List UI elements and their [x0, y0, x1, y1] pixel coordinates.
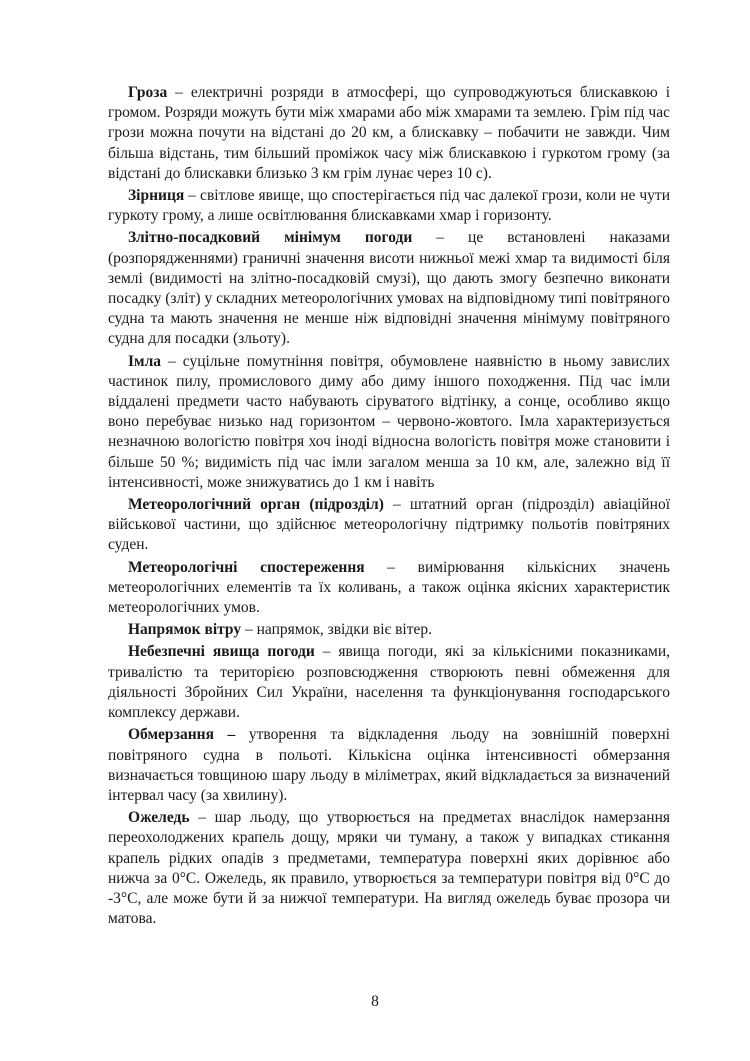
glossary-definition: – явища погоди, які за кількісними показниками, тривалістю та територією розповсюдження створюють певні обмеження для діяльності Збройних Сил України, населення та функціонування господарського комплексу держави.	[108, 643, 670, 722]
glossary-term: Зірниця	[128, 187, 185, 205]
glossary-term: Гроза	[128, 84, 168, 101]
glossary-definition: – суцільне помутніння повітря, обумовлене наявністю в ньому завислих частинок пилу, промислового диму або диму іншого походження. Під час імли віддалені предмети часто набувають сіруватого відтінку, а сонце, особливо якщо воно перебуває низько над горизонтом – червоно-жовтого. Імла характеризується незначною вологістю повітря хоч іноді відносна вологість повітря може становити і більше 50 %; видимість під час імли загалом менша за 10 км, але, залежно від її інтенсивності, може знижуватись до 1 км і навіть	[108, 352, 670, 491]
glossary-definition: – електричні розряди в атмосфері, що супроводжуються блискавкою і громом. Розряди можуть бути між хмарами або між хмарами та землею. Грім під час грози можна почути на відстані до 20 км, а блискавку – побачити не завжди. Чим більша відстань, тим більший проміжок часу між блискавкою і гуркотом грому (за відстані до блискавки близько 3 км грім лунає через 10 с).	[108, 84, 670, 182]
page-number: 8	[371, 993, 379, 1010]
glossary-entry-icing	[108, 725, 670, 806]
glossary-term: Імла	[128, 352, 162, 370]
glossary-entry-wind-direction	[108, 620, 670, 640]
glossary-term: Небезпечні явища погоди	[128, 643, 315, 661]
glossary-entry-imla	[108, 352, 670, 493]
glossary-definition: – напрямок, звідки віє вітер.	[241, 621, 432, 639]
glossary-term: Напрямок вітру	[128, 621, 242, 639]
glossary-definition: – вимірювання кількісних значень метеорологічних елементів та їх коливань, а також оцінка якісних характеристик метеорологічних умов.	[108, 558, 670, 617]
glossary-definition: – світлове явище, що спостерігається під час далекої грози, коли не чути гуркоту грому, а лише освітлювання блискавками хмар і горизонту.	[108, 187, 670, 225]
glossary-entry-meteo-observations	[108, 558, 670, 619]
glossary-entry-zirnytsia	[108, 186, 670, 226]
glossary-entry-weather-minimum	[108, 228, 670, 349]
glossary-term: Ожеледь	[128, 809, 190, 827]
glossary-entry-meteo-unit	[108, 495, 670, 556]
glossary-entry-glaze	[108, 808, 670, 929]
glossary-entry-hazardous-weather	[108, 642, 670, 723]
glossary-term: Обмерзання –	[128, 726, 236, 744]
glossary-term: Метеорологічні спостереження	[128, 558, 365, 576]
glossary-body	[108, 83, 670, 931]
glossary-definition: утворення та відкладення льоду на зовнішній поверхні повітряного судна в польоті. Кількісна оцінка інтенсивності обмерзання визначається товщиною шару льоду в міліметрах, який відкладається за визначений інтервал часу (за хвилину).	[108, 726, 670, 804]
glossary-definition: – штатний орган (підрозділ) авіаційної військової частини, що здійснює метеорологічну підтримку польотів повітряних суден.	[108, 496, 670, 554]
glossary-definition: – це встановлені наказами (розпорядженнями) граничні значення висоти нижньої межі хмар та видимості біля землі (видимості на злітно-посадковій смузі), що дають змогу безпечно виконати посадку (зліт) у складних метеорологічних умовах на відповідному типі повітряного судна та мають значення не менше ніж відповідні значення мінімуму повітряного судна для посадки (зльоту).	[108, 229, 670, 348]
glossary-term: Метеорологічний орган (підрозділ)	[128, 496, 384, 514]
glossary-entry-hroza	[108, 83, 670, 184]
glossary-definition: – шар льоду, що утворюється на предметах внаслідок намерзання переохолоджених крапель дощу, мряки чи туману, а також у випадках стикання крапель рідких опадів з предметами, температура поверхні яких дорівнює або нижча за 0°С. Ожеледь, як правило, утворюється за температури повітря від 0°С до -3°С, але може бути й за нижчої температури. На вигляд ожеледь буває прозора чи матова.	[108, 809, 670, 928]
glossary-term: Злітно-посадковий мінімум погоди	[128, 229, 413, 247]
